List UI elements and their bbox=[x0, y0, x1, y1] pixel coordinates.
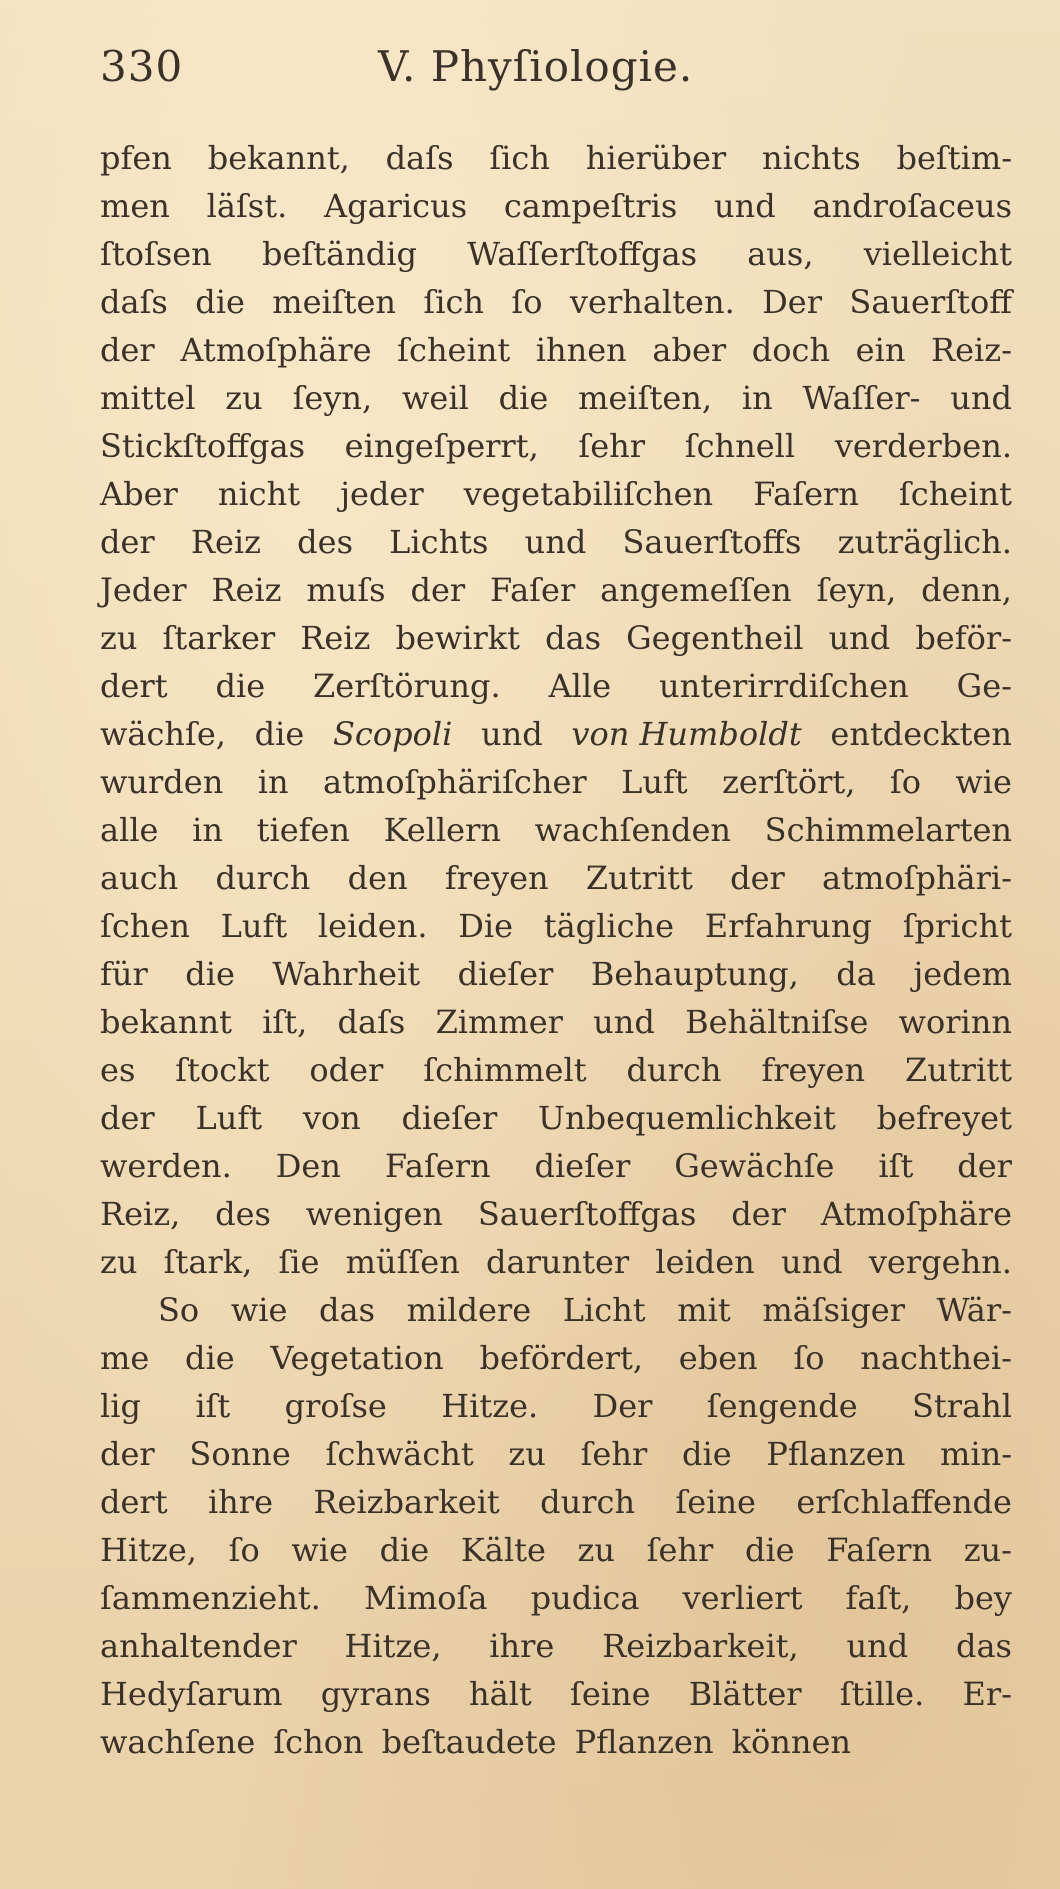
word: bekannt bbox=[100, 1003, 232, 1041]
text-line bbox=[100, 1622, 1012, 1670]
word: des bbox=[215, 1195, 271, 1233]
word: wachſenden bbox=[534, 811, 732, 849]
body-text bbox=[100, 134, 1012, 1766]
text-line bbox=[100, 758, 1012, 806]
word: können bbox=[731, 1723, 851, 1761]
word: denn, bbox=[921, 571, 1012, 609]
text-line bbox=[100, 566, 1012, 614]
text-line bbox=[100, 1286, 1012, 1334]
word: Reiz bbox=[190, 523, 261, 561]
word: die bbox=[379, 1531, 430, 1569]
word: ſcheint bbox=[397, 331, 511, 369]
word: mit bbox=[677, 1291, 731, 1329]
word: ſchwächt bbox=[325, 1435, 474, 1473]
word: für bbox=[100, 955, 148, 993]
word: der bbox=[410, 571, 466, 609]
word: und bbox=[524, 523, 587, 561]
word: leiden. bbox=[317, 907, 428, 945]
word: zu bbox=[100, 1243, 138, 1281]
text-line bbox=[100, 710, 1012, 758]
word: befördert, bbox=[479, 1339, 644, 1377]
word: ihnen bbox=[535, 331, 627, 369]
word: da bbox=[836, 955, 876, 993]
word: Zutritt bbox=[904, 1051, 1012, 1089]
word: ſeine bbox=[675, 1483, 756, 1521]
word: durch bbox=[215, 859, 311, 897]
word: der bbox=[100, 1435, 155, 1473]
word: ſtark, bbox=[163, 1243, 253, 1281]
text-line bbox=[100, 1094, 1012, 1142]
word: wachſene bbox=[100, 1723, 256, 1761]
word: ſo bbox=[793, 1339, 825, 1377]
word: Gegentheil bbox=[626, 619, 804, 657]
word: Waſſer- bbox=[802, 379, 921, 417]
text-line bbox=[100, 1718, 1012, 1766]
word: Ge- bbox=[956, 667, 1012, 705]
text-line bbox=[100, 1382, 1012, 1430]
word: Reiz bbox=[300, 619, 371, 657]
word: pfen bbox=[100, 139, 172, 177]
word: jeder bbox=[340, 475, 424, 513]
word: ſo bbox=[511, 283, 543, 321]
word: und bbox=[846, 1627, 909, 1665]
word: Atmoſphäre bbox=[820, 1195, 1012, 1233]
word: hierüber bbox=[585, 139, 727, 177]
text-line bbox=[100, 230, 1012, 278]
text-line bbox=[100, 1574, 1012, 1622]
word: entdeckten bbox=[830, 715, 1012, 753]
word: wie bbox=[291, 1531, 348, 1569]
word: das bbox=[545, 619, 602, 657]
word: Reiz, bbox=[100, 1195, 181, 1233]
word: me bbox=[100, 1339, 150, 1377]
word: dert bbox=[100, 667, 168, 705]
text-line bbox=[100, 1238, 1012, 1286]
word: campeſtris bbox=[503, 187, 678, 225]
word: die bbox=[185, 955, 235, 993]
word: das bbox=[955, 1627, 1012, 1665]
word: der bbox=[100, 331, 155, 369]
word: So bbox=[158, 1291, 200, 1329]
word: Der bbox=[762, 283, 823, 321]
text-line bbox=[100, 1046, 1012, 1094]
word: müſſen bbox=[345, 1243, 460, 1281]
word: Wahrheit bbox=[272, 955, 421, 993]
word: Zimmer bbox=[435, 1003, 563, 1041]
word: Reiz bbox=[211, 571, 282, 609]
word: der bbox=[100, 1099, 155, 1137]
word: leiden bbox=[655, 1243, 755, 1281]
word: Jeder bbox=[100, 571, 187, 609]
word: die bbox=[681, 1435, 732, 1473]
word: ſchon bbox=[273, 1723, 364, 1761]
word: Faſern bbox=[384, 1147, 491, 1185]
word: ſpricht bbox=[902, 907, 1012, 945]
word: Sauerſtoff bbox=[849, 283, 1012, 321]
word: Vegetation bbox=[270, 1339, 444, 1377]
word: dert bbox=[100, 1483, 168, 1521]
word: groſse bbox=[284, 1387, 387, 1425]
word: zu bbox=[508, 1435, 546, 1473]
word: Faſern bbox=[753, 475, 859, 513]
text-line bbox=[100, 182, 1012, 230]
word: die bbox=[498, 379, 549, 417]
word: wenigen bbox=[305, 1195, 443, 1233]
word: men bbox=[100, 187, 170, 225]
word: Faſer bbox=[490, 571, 576, 609]
word: verhalten. bbox=[569, 283, 735, 321]
word: Kälte bbox=[460, 1531, 546, 1569]
word: freyen bbox=[761, 1051, 866, 1089]
word: dieſer bbox=[457, 955, 554, 993]
word: wie bbox=[230, 1291, 288, 1329]
page-header bbox=[100, 42, 1040, 102]
word: angemeſſen bbox=[600, 571, 792, 609]
text-line bbox=[100, 326, 1012, 374]
text-line bbox=[100, 470, 1012, 518]
word: ſcheint bbox=[898, 475, 1012, 513]
word: Pflanzen bbox=[574, 1723, 714, 1761]
word: ſtarker bbox=[162, 619, 276, 657]
word: wurden bbox=[100, 763, 224, 801]
word: Strahl bbox=[912, 1387, 1012, 1425]
word: ſeine bbox=[569, 1675, 651, 1713]
word: beför- bbox=[915, 619, 1012, 657]
word: und bbox=[714, 187, 776, 225]
word: Alle bbox=[548, 667, 612, 705]
word: bekannt, bbox=[207, 139, 350, 177]
word: daſs bbox=[337, 1003, 406, 1041]
word: ſeyn, bbox=[816, 571, 897, 609]
word: ihre bbox=[207, 1483, 274, 1521]
word: Behauptung, bbox=[590, 955, 799, 993]
word: die bbox=[744, 1531, 795, 1569]
word: iſt, bbox=[262, 1003, 308, 1041]
word: androſaceus bbox=[812, 187, 1012, 225]
word: hält bbox=[468, 1675, 532, 1713]
word: atmoſphäriſcher bbox=[322, 763, 587, 801]
word: daſs bbox=[385, 139, 454, 177]
word: ſammenzieht. bbox=[100, 1579, 321, 1617]
word: Mimoſa bbox=[363, 1579, 488, 1617]
word: ſo bbox=[228, 1531, 260, 1569]
word: iſt bbox=[878, 1147, 914, 1185]
word: weil bbox=[402, 379, 469, 417]
word: vergehn. bbox=[868, 1243, 1012, 1281]
word: Erfahrung bbox=[704, 907, 872, 945]
word: Wär- bbox=[936, 1291, 1012, 1329]
word: Zutritt bbox=[585, 859, 693, 897]
word: dieſer bbox=[401, 1099, 498, 1137]
word: Hitze. bbox=[441, 1387, 539, 1425]
word: verderben. bbox=[834, 427, 1012, 465]
word: tiefen bbox=[256, 811, 351, 849]
word: ſo bbox=[889, 763, 921, 801]
word: Waſſerſtoffgas bbox=[467, 235, 697, 273]
word: eingeſperrt, bbox=[344, 427, 539, 465]
word: ſehr bbox=[646, 1531, 714, 1569]
word: unterirrdiſchen bbox=[658, 667, 909, 705]
word: zerſtört, bbox=[722, 763, 856, 801]
word: der bbox=[731, 1195, 786, 1233]
word: verliert bbox=[682, 1579, 803, 1617]
word: atmoſphäri- bbox=[822, 859, 1012, 897]
word: wächſe, bbox=[100, 715, 226, 753]
word: zuträglich. bbox=[837, 523, 1012, 561]
word: Unbequemlichkeit bbox=[538, 1099, 836, 1137]
text-line bbox=[100, 614, 1012, 662]
word: eben bbox=[678, 1339, 758, 1377]
word: mittel bbox=[100, 379, 196, 417]
word: ſehr bbox=[580, 1435, 648, 1473]
text-line bbox=[100, 1670, 1012, 1718]
word: meiſten, bbox=[578, 379, 713, 417]
text-line bbox=[100, 518, 1012, 566]
word: Atmoſphäre bbox=[180, 331, 372, 369]
word: ſeyn, bbox=[292, 379, 373, 417]
word: oder bbox=[309, 1051, 384, 1089]
word: das bbox=[319, 1291, 376, 1329]
word: pudica bbox=[530, 1579, 640, 1617]
word: Agaricus bbox=[323, 187, 468, 225]
text-line bbox=[100, 902, 1012, 950]
word: auch bbox=[100, 859, 179, 897]
word: Stickſtoffgas bbox=[100, 427, 306, 465]
text-line bbox=[100, 134, 1012, 182]
word: Licht bbox=[562, 1291, 646, 1329]
word: mildere bbox=[406, 1291, 532, 1329]
word: ſich bbox=[423, 283, 485, 321]
word: der bbox=[730, 859, 785, 897]
text-line bbox=[100, 998, 1012, 1046]
word: in bbox=[741, 379, 773, 417]
text-line bbox=[100, 662, 1012, 710]
word: ihre bbox=[489, 1627, 555, 1665]
word: zu- bbox=[963, 1531, 1012, 1569]
word: ſchen bbox=[100, 907, 190, 945]
word: Den bbox=[275, 1147, 341, 1185]
word: ſehr bbox=[578, 427, 646, 465]
word: läſst. bbox=[206, 187, 288, 225]
word: die bbox=[184, 1339, 235, 1377]
word: doch bbox=[751, 331, 831, 369]
word: min- bbox=[940, 1435, 1012, 1473]
word: worinn bbox=[898, 1003, 1012, 1041]
word: befreyet bbox=[876, 1099, 1012, 1137]
word: Gewächſe bbox=[674, 1147, 835, 1185]
word: Luft bbox=[195, 1099, 263, 1137]
word: des bbox=[297, 523, 353, 561]
word: den bbox=[347, 859, 408, 897]
word: von bbox=[302, 1099, 361, 1137]
word: Der bbox=[592, 1387, 653, 1425]
word: bewirkt bbox=[395, 619, 521, 657]
word: nachthei- bbox=[860, 1339, 1012, 1377]
word: ſchnell bbox=[684, 427, 796, 465]
word: Aber bbox=[100, 475, 178, 513]
word: Reiz- bbox=[931, 331, 1012, 369]
word: Scopoli bbox=[332, 715, 453, 753]
word: Behältniſse bbox=[685, 1003, 869, 1041]
word: Schimmelarten bbox=[764, 811, 1012, 849]
word: der bbox=[957, 1147, 1012, 1185]
text-line bbox=[100, 422, 1012, 470]
word: Sauerſtoffgas bbox=[477, 1195, 697, 1233]
word: Sonne bbox=[189, 1435, 291, 1473]
word: Pflanzen bbox=[766, 1435, 906, 1473]
word: vegetabiliſchen bbox=[463, 475, 714, 513]
text-line bbox=[100, 278, 1012, 326]
word: freyen bbox=[444, 859, 549, 897]
word: es bbox=[100, 1051, 136, 1089]
word: beſtim- bbox=[896, 139, 1012, 177]
text-line bbox=[100, 950, 1012, 998]
text-line bbox=[100, 806, 1012, 854]
word: zu bbox=[577, 1531, 615, 1569]
word: vielleicht bbox=[863, 235, 1012, 273]
word: ſchimmelt bbox=[423, 1051, 587, 1089]
word: und bbox=[593, 1003, 655, 1041]
word: von Humboldt bbox=[571, 715, 802, 753]
word: ſich bbox=[489, 139, 550, 177]
word: Faſern bbox=[826, 1531, 933, 1569]
word: ſtoſsen bbox=[100, 235, 212, 273]
word: Luft bbox=[220, 907, 288, 945]
word: Zerſtörung. bbox=[313, 667, 501, 705]
word: tägliche bbox=[543, 907, 675, 945]
word: dieſer bbox=[534, 1147, 631, 1185]
word: erſchlaffende bbox=[796, 1483, 1012, 1521]
word: faſt, bbox=[845, 1579, 912, 1617]
word: in bbox=[257, 763, 289, 801]
word: nichts bbox=[762, 139, 861, 177]
word: zu bbox=[225, 379, 263, 417]
word: und bbox=[828, 619, 891, 657]
word: alle bbox=[100, 811, 159, 849]
word: und bbox=[780, 1243, 843, 1281]
word: und bbox=[481, 715, 543, 753]
text-line bbox=[100, 1430, 1012, 1478]
word: Reizbarkeit, bbox=[602, 1627, 799, 1665]
word: die bbox=[215, 667, 266, 705]
running-head: V. Phyſiologie. bbox=[378, 42, 694, 91]
word: Blätter bbox=[688, 1675, 802, 1713]
word: zu bbox=[100, 619, 138, 657]
word: Er- bbox=[962, 1675, 1012, 1713]
word: gyrans bbox=[320, 1675, 431, 1713]
text-line bbox=[100, 1334, 1012, 1382]
word: Die bbox=[458, 907, 514, 945]
word: beſtaudete bbox=[381, 1723, 557, 1761]
word: ein bbox=[855, 331, 906, 369]
word: werden. bbox=[100, 1147, 232, 1185]
word: aus, bbox=[747, 235, 814, 273]
word: meiſten bbox=[272, 283, 397, 321]
text-line bbox=[100, 374, 1012, 422]
word: aber bbox=[652, 331, 727, 369]
word: bey bbox=[954, 1579, 1012, 1617]
text-line bbox=[100, 1190, 1012, 1238]
word: Lichts bbox=[389, 523, 489, 561]
word: durch bbox=[540, 1483, 636, 1521]
word: nicht bbox=[217, 475, 301, 513]
word: durch bbox=[626, 1051, 722, 1089]
word: Reizbarkeit bbox=[313, 1483, 500, 1521]
word: lig bbox=[100, 1387, 141, 1425]
word: jedem bbox=[913, 955, 1012, 993]
word: iſt bbox=[195, 1387, 231, 1425]
text-line bbox=[100, 854, 1012, 902]
word: Hitze, bbox=[100, 1531, 197, 1569]
word: in bbox=[192, 811, 223, 849]
word: ſie bbox=[278, 1243, 320, 1281]
page-number: 330 bbox=[100, 42, 184, 91]
word: darunter bbox=[486, 1243, 630, 1281]
word: Hitze, bbox=[344, 1627, 442, 1665]
word: die bbox=[254, 715, 305, 753]
word: und bbox=[950, 379, 1012, 417]
word: mäſsiger bbox=[762, 1291, 905, 1329]
text-line bbox=[100, 1478, 1012, 1526]
word: Luft bbox=[621, 763, 688, 801]
word: anhaltender bbox=[100, 1627, 297, 1665]
word: der bbox=[100, 523, 155, 561]
word: ſtockt bbox=[175, 1051, 270, 1089]
word: Hedyſarum bbox=[100, 1675, 283, 1713]
word: beſtändig bbox=[261, 235, 417, 273]
word: Sauerſtoffs bbox=[622, 523, 802, 561]
word: muſs bbox=[306, 571, 386, 609]
word: wie bbox=[955, 763, 1012, 801]
word: Kellern bbox=[383, 811, 501, 849]
word: ſtille. bbox=[839, 1675, 925, 1713]
word: daſs bbox=[100, 283, 168, 321]
text-line bbox=[100, 1526, 1012, 1574]
word: ſengende bbox=[706, 1387, 858, 1425]
text-line bbox=[100, 1142, 1012, 1190]
word: die bbox=[195, 283, 245, 321]
